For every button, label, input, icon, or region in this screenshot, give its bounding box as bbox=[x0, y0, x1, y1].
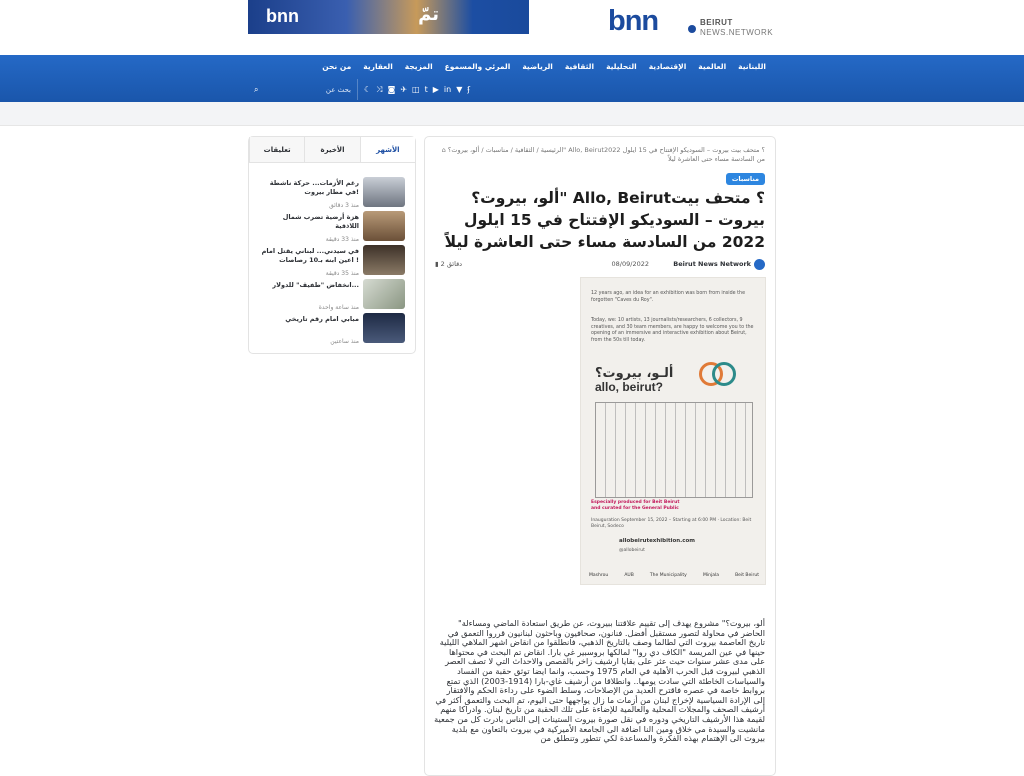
main-menu bbox=[316, 60, 772, 73]
menu-item-media[interactable]: المرئي والمسموع bbox=[444, 62, 511, 71]
whatsapp-icon[interactable]: ◙ bbox=[387, 85, 396, 94]
post-date: منذ 3 دقائق bbox=[329, 202, 359, 209]
sidebar-post[interactable] bbox=[249, 313, 417, 345]
poster-intro: 12 years ago, an idea for an exhibition was born from inside the forgotten "Caves du Roy". bbox=[591, 291, 746, 303]
poster-event-info: Inauguration September 15, 2022 – Starting at 6:00 PM · Location: Beit Beirut, Sodeco bbox=[591, 518, 752, 529]
post-date: منذ ساعتين bbox=[330, 338, 359, 345]
sponsor-logo: Mashrou bbox=[589, 573, 609, 578]
menu-item-world[interactable]: العالمية bbox=[698, 62, 727, 71]
tab-popular[interactable]: الأشهر bbox=[360, 137, 415, 162]
sidebar-post[interactable] bbox=[249, 245, 417, 277]
post-thumbnail[interactable] bbox=[363, 177, 405, 207]
post-title[interactable]: رغم الأزمات... حركة ناشطة في مطار بيروت! bbox=[269, 179, 359, 196]
post-date: منذ ساعة واحدة bbox=[318, 304, 359, 311]
logo-brand: bnn bbox=[608, 5, 659, 37]
menu-item-culture[interactable]: الثقافية bbox=[564, 62, 595, 71]
nav-subbar bbox=[248, 79, 776, 100]
social-icons bbox=[364, 85, 470, 95]
author-name[interactable]: Beirut News Network bbox=[673, 260, 751, 268]
search-input[interactable]: بحث عن bbox=[325, 85, 351, 94]
post-date: منذ 35 دقيقة bbox=[325, 270, 359, 277]
poster-english-title: allo, beirut? bbox=[595, 380, 664, 394]
article-body: "ألو، بيروت؟" مشروع يهدف إلى تقييم علاقتنا ببيروت، عن طريق استعادة الماضي ومساءلة الحاضر في محاولة لتصور مستقبل أفضل. فنانون، صحافيون وباحثون لبنانيون قرروا التعمق في تاريخ العاصمة بيروت التي لطالما وصف بالتاريخ الذهبي، فانطلقوا من انقاض اشهر الملاهي الليلية حينها في عين المريسة "الكاف دي روا" لمالكها بروسبير غي بارا. انقاض تم البحث في محتواها على مدى عشر سنوات حيث عثر على بقايا ارشيف زاخر بالقصص والاحداث التي لا تصف العصر الذهبي لبيروت قبل الحرب الأهلية في العام 1975 وحسب، وانما ايضا توثق حقبة من الفساد والسياسات الخاطئة التي سادت يومها.. وانطلاقا من أرشيف غاي-بارا (1914-2003) الذي تمتع بروابط خاصة في عصره فاقترح العديد من الإصلاحات، وسلط الضوء على رداءة الحكم والافتقار إلى الإرادة السياسية لإخراج لبنان من أزمات ما زال يواجهها حتى اليوم، تم البحث والتعمق أكثر في أرشيف الصحف والمجلات المحلية والعالمية للإضاءة على تلك الحقبة من تاريخ لبنان. وادراكا منهم لقيمة هذا الأرشيف التاريخي ودوره في نقل صورة بيروت الستينات إلى الناس بادرت كل من جمعية مانشيت والسيدة مي خلاق ومين النا اضافة الى الجامعة الأميركية في بيروت بالتعاون مع بلدية بيروت الى الإهتمام بهذه الفكرة والمساعدة لكي تتطور وتنطلق من bbox=[434, 618, 765, 744]
poster-tagline: Especially produced for Beit Beirut and curated for the General Public bbox=[591, 500, 680, 511]
breadcrumb[interactable]: ⌂ الرئيسية / الثقافية / مناسبات / ألو، بيروت؟" Allo, Beirut؟ متحف بيت بيروت – السوديكو الإفتتاح في 15 ايلول 2022 من السادسة مساء حتى العاشرة ليلاً bbox=[441, 146, 765, 163]
menu-item-sports[interactable]: الرياضية bbox=[522, 62, 553, 71]
article-title: ألو، بيروت؟" Allo, Beirut؟ متحف بيت بيروت – السوديكو الإفتتاح في 15 ايلول 2022 من السادسة مساء حتى العاشرة ليلاً bbox=[444, 189, 765, 251]
read-time: ▮ 2 دقائق bbox=[435, 260, 463, 268]
instagram-icon[interactable]: ◫ bbox=[412, 85, 420, 94]
read-time-value: 2 دقائق bbox=[440, 260, 463, 268]
top-banner-ad[interactable] bbox=[248, 0, 529, 34]
tumblr-icon[interactable]: t bbox=[424, 85, 428, 94]
twitter-icon[interactable]: ▼ bbox=[456, 85, 463, 94]
author-avatar[interactable] bbox=[754, 259, 765, 270]
post-title[interactable]: في سيدني... لبناني يقتل امام اعين ابنه بـ10 رصاصات ! bbox=[261, 247, 359, 264]
post-thumbnail[interactable] bbox=[363, 279, 405, 309]
category-badge[interactable]: مناسبات bbox=[726, 173, 765, 185]
random-article-icon[interactable]: ⤨ bbox=[376, 84, 383, 94]
tab-latest[interactable]: الأخيرة bbox=[304, 137, 359, 162]
site-logo[interactable] bbox=[608, 7, 778, 41]
poster-sponsor-logos bbox=[589, 573, 759, 578]
menu-item-lebanese[interactable]: اللبنانية bbox=[738, 62, 766, 71]
poster-social: @allobeirut bbox=[619, 548, 645, 553]
article-container bbox=[424, 136, 776, 776]
widget-tabs bbox=[249, 137, 415, 163]
menu-item-analysis[interactable]: التحليلية bbox=[606, 62, 637, 71]
logo-dot bbox=[688, 25, 696, 33]
search-box[interactable] bbox=[248, 79, 358, 100]
dark-mode-icon[interactable]: ☾ bbox=[364, 85, 372, 94]
post-thumbnail[interactable] bbox=[363, 313, 405, 343]
poster-url: allobeirutexhibition.com bbox=[619, 538, 696, 544]
article-meta bbox=[435, 259, 765, 271]
youtube-icon[interactable]: ▶ bbox=[432, 85, 439, 94]
article-poster-image[interactable] bbox=[580, 277, 766, 585]
sponsor-logo: AUB bbox=[624, 573, 634, 578]
post-title[interactable]: مبابي امام رقم تاريخي bbox=[285, 315, 359, 323]
logo-line2: NEWS.NETWORK bbox=[700, 28, 774, 37]
ad-logo: bnn bbox=[266, 6, 299, 26]
poster-building-drawing bbox=[595, 402, 753, 498]
poster-ring-teal bbox=[712, 362, 736, 386]
sidebar-post[interactable] bbox=[249, 177, 417, 209]
menu-item-about[interactable]: من نحن bbox=[322, 62, 352, 71]
post-thumbnail[interactable] bbox=[363, 245, 405, 275]
logo-line1: BEIRUT bbox=[700, 18, 733, 27]
linkedin-icon[interactable]: in bbox=[443, 85, 452, 94]
menu-item-economy[interactable]: الإقتصادية bbox=[648, 62, 687, 71]
telegram-icon[interactable]: ✈ bbox=[400, 85, 408, 94]
poster-caption: Today, we: 10 artists, 13 journalists/researchers, 6 collectors, 9 creatives, and 30 team members, are happy to welcome you to the opening of an immersive and interactive exhibition about Beirut, from the 50s till today. bbox=[591, 318, 754, 343]
facebook-icon[interactable]: ʄ bbox=[467, 85, 471, 94]
menu-item-mixed[interactable]: المزيجة bbox=[404, 62, 433, 71]
post-title[interactable]: هزة أرضية تضرب شمال اللاذقية bbox=[282, 213, 359, 230]
poster-arabic-title: ألـو، بيروت؟ bbox=[595, 366, 674, 381]
post-date: منذ 33 دقيقة bbox=[325, 236, 359, 243]
post-title[interactable]: انخفاض "طفيف" للدولار... bbox=[272, 281, 359, 289]
publish-date: 08/09/2022 bbox=[611, 260, 649, 268]
breaking-news-bar bbox=[0, 102, 1024, 126]
sponsor-logo: Beit Beirut bbox=[735, 573, 759, 578]
post-thumbnail[interactable] bbox=[363, 211, 405, 241]
sponsor-logo: The Municipality bbox=[649, 573, 687, 578]
tab-comments[interactable]: تعليقات bbox=[249, 137, 304, 162]
menu-item-realestate[interactable]: العقارية bbox=[363, 62, 393, 71]
search-icon[interactable]: ⌕ bbox=[254, 84, 259, 94]
sidebar-post[interactable] bbox=[249, 279, 417, 311]
sidebar-post[interactable] bbox=[249, 211, 417, 243]
sidebar-tabs-widget bbox=[248, 136, 416, 354]
sponsor-logo: Minjala bbox=[702, 573, 719, 578]
ad-text: تمّ bbox=[418, 4, 439, 25]
